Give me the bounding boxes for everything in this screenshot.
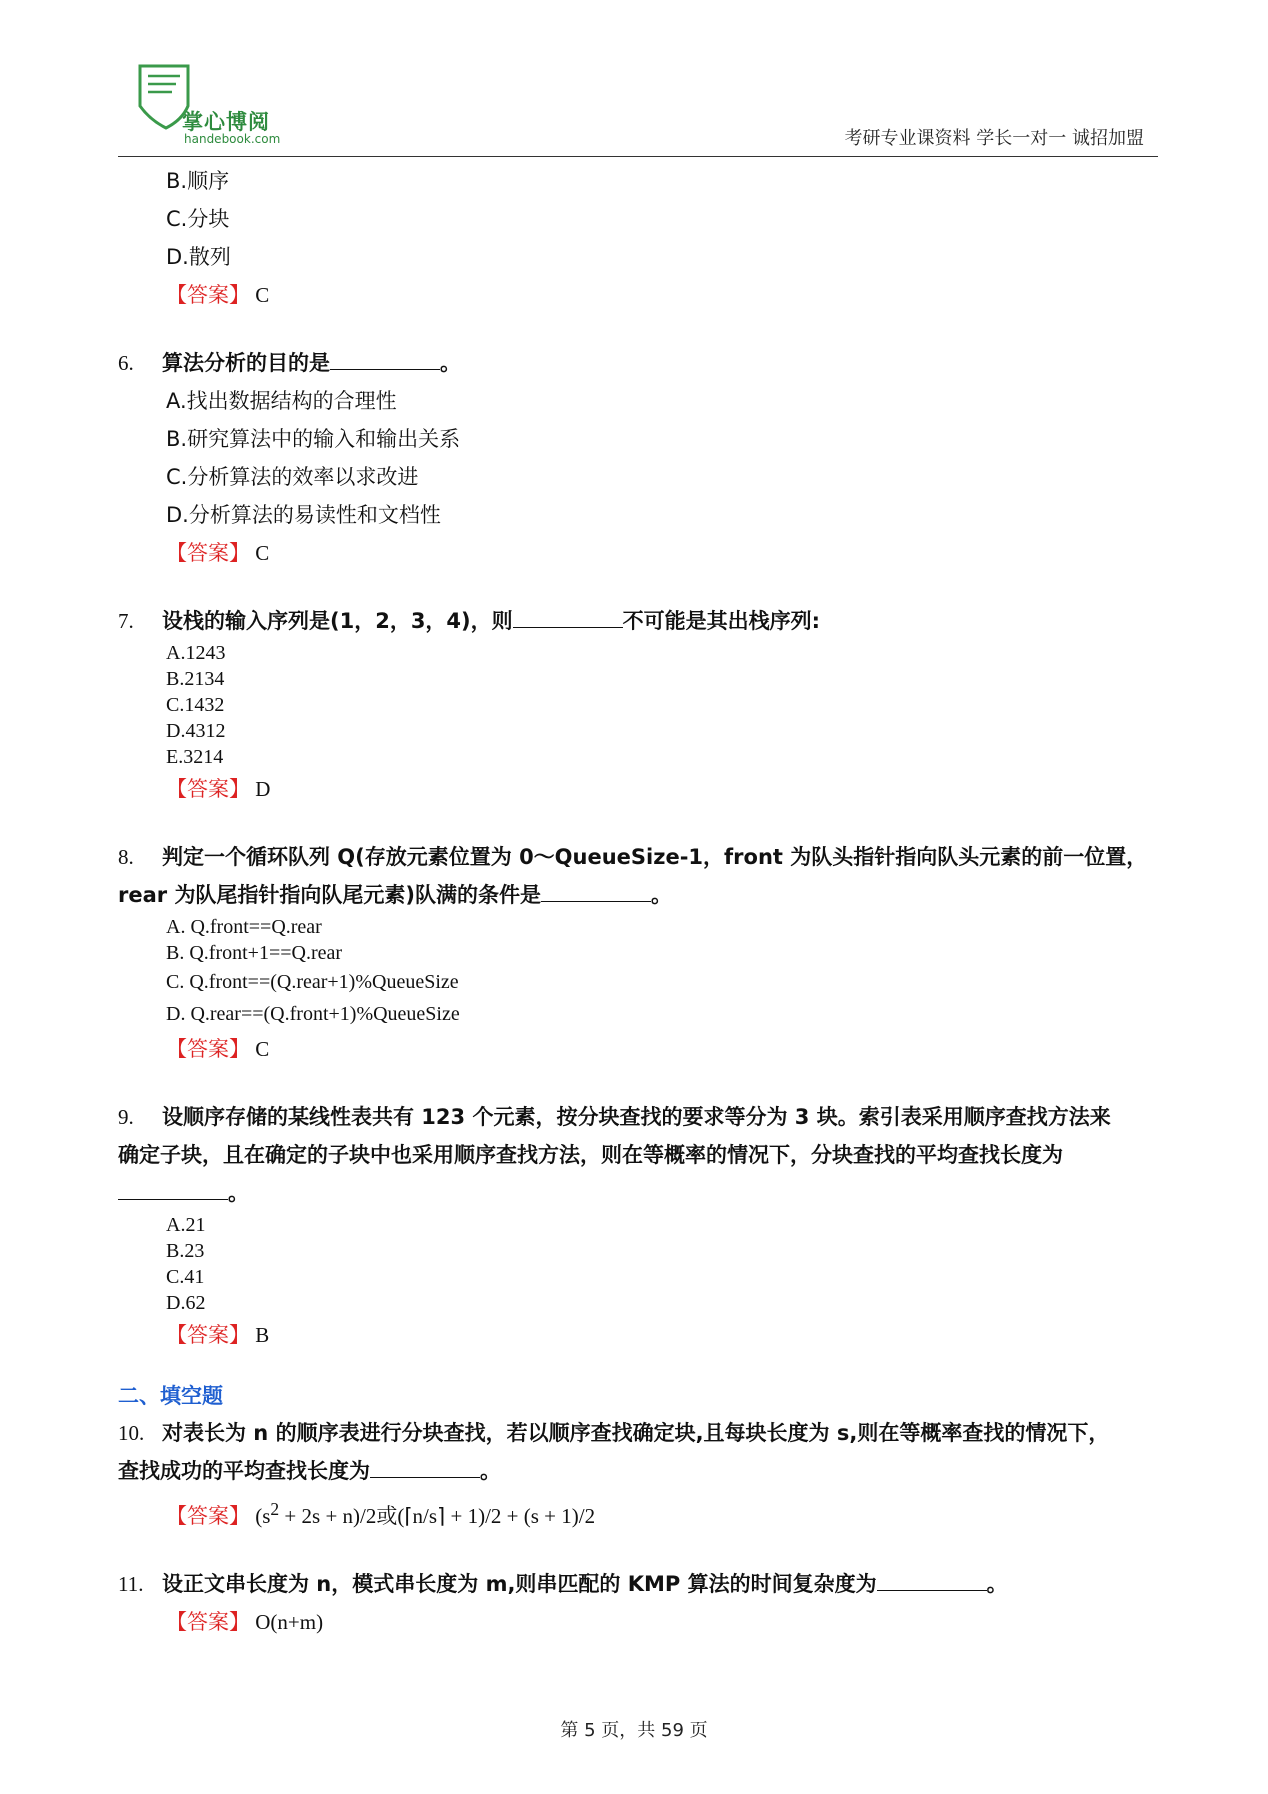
- question-stem: 查找成功的平均查找长度为: [118, 1459, 370, 1483]
- answer-blank: [541, 880, 651, 902]
- option: A.21: [166, 1214, 206, 1236]
- answer-line: [118, 770, 1158, 808]
- section-title: 二、填空题: [118, 1384, 223, 1408]
- question-stem-end: 。: [228, 1181, 249, 1205]
- question-number: 11.: [118, 1572, 144, 1596]
- logo-domain: handebook.com: [184, 132, 281, 146]
- question-stem: 设栈的输入序列是(1，2，3，4)，则: [162, 609, 513, 633]
- answer-value: C: [255, 541, 270, 565]
- logo: [136, 62, 296, 148]
- option: C.41: [166, 1266, 205, 1288]
- answer-blank: [877, 1569, 987, 1591]
- page-header: [118, 58, 1158, 157]
- answer-value: B: [255, 1323, 270, 1347]
- page-footer: 第 5 页，共 59 页: [560, 1720, 708, 1741]
- question-number: 7.: [118, 609, 134, 633]
- answer-line: [118, 1603, 1158, 1641]
- option: C.分块: [166, 207, 230, 231]
- question-stem-end: 。: [480, 1459, 501, 1483]
- header-tagline: 考研专业课资料 学长一对一 诚招加盟: [844, 128, 1144, 149]
- question-8: [118, 838, 1158, 1068]
- question-text-line2: [118, 1452, 1158, 1490]
- answer-tag: 【答案】: [166, 777, 250, 801]
- option: D.分析算法的易读性和文档性: [166, 503, 441, 527]
- question-text: [118, 838, 1158, 876]
- question-text: [118, 1565, 1158, 1603]
- question-stem: 判定一个循环队列 Q(存放元素位置为 0～QueueSize-1，front 为队头指针指向队头元素的前一位置，: [162, 845, 1148, 869]
- answer-value: C: [255, 283, 270, 307]
- answer-line: [118, 534, 1158, 572]
- question-5-tail: [118, 162, 1158, 314]
- question-stem-end: 。: [986, 1572, 1008, 1596]
- question-9: [118, 1098, 1158, 1354]
- question-text: [118, 1098, 1158, 1136]
- question-number: 6.: [118, 351, 134, 375]
- question-stem: 算法分析的目的是: [162, 351, 330, 375]
- question-text: [118, 1414, 1158, 1452]
- option: C.1432: [166, 694, 225, 716]
- option: D. Q.rear==(Q.front+1)%QueueSize: [166, 1003, 460, 1025]
- answer-tag: 【答案】: [166, 541, 250, 565]
- answer-line: [118, 1490, 1158, 1535]
- question-number: 10.: [118, 1421, 145, 1445]
- question-text: [118, 602, 1158, 640]
- question-stem: 对表长为 n 的顺序表进行分块查找，若以顺序查找确定块,且每块长度为 s,则在等概率查找的情况下，: [162, 1421, 1110, 1445]
- question-number: 8.: [118, 845, 134, 869]
- option: C. Q.front==(Q.rear+1)%QueueSize: [166, 971, 459, 993]
- option: A. Q.front==Q.rear: [166, 916, 322, 938]
- answer-blank: [370, 1456, 480, 1478]
- option: A.找出数据结构的合理性: [166, 389, 397, 413]
- page-content: [118, 162, 1158, 1671]
- option: C.分析算法的效率以求改进: [166, 465, 419, 489]
- logo-name: 掌心博阅: [182, 110, 270, 134]
- answer-tag: 【答案】: [166, 1037, 250, 1061]
- question-stem: rear 为队尾指针指向队尾元素)队满的条件是: [118, 883, 542, 907]
- answer-blank: [330, 348, 440, 370]
- answer-blank: [118, 1178, 228, 1200]
- answer-line: [118, 1030, 1158, 1068]
- question-text: [118, 344, 1158, 382]
- answer-tag: 【答案】: [166, 1610, 250, 1634]
- option: B.2134: [166, 668, 225, 690]
- answer-formula-part: + 2s + n)/2或(⌈n/s⌉ + 1)/2 + (s + 1)/2: [279, 1504, 596, 1528]
- question-text-line3: [118, 1174, 1158, 1212]
- question-number: 9.: [118, 1105, 134, 1129]
- answer-tag: 【答案】: [166, 1504, 250, 1528]
- answer-value: D: [255, 777, 271, 801]
- option: E.3214: [166, 746, 224, 768]
- question-6: [118, 344, 1158, 572]
- question-text-line2: 确定子块，且在确定的子块中也采用顺序查找方法，则在等概率的情况下，分块查找的平均查找长度为: [118, 1143, 1063, 1167]
- answer-blank: [513, 606, 623, 628]
- question-stem: 设顺序存储的某线性表共有 123 个元素，按分块查找的要求等分为 3 块。索引表采用顺序查找方法来: [162, 1105, 1111, 1129]
- answer-formula-exponent: 2: [270, 1499, 280, 1519]
- option: D.62: [166, 1292, 206, 1314]
- option: A.1243: [166, 642, 226, 664]
- answer-value: [255, 1499, 596, 1528]
- answer-line: [118, 1316, 1158, 1354]
- question-stem: 设正文串长度为 n，模式串长度为 m,则串匹配的 KMP 算法的时间复杂度为: [162, 1572, 877, 1596]
- option: B. Q.front+1==Q.rear: [166, 942, 343, 964]
- question-stem-end: 不可能是其出栈序列:: [622, 609, 821, 633]
- question-7: [118, 602, 1158, 808]
- option: D.4312: [166, 720, 226, 742]
- answer-value: O(n+m): [255, 1610, 324, 1634]
- answer-line: [118, 276, 1158, 314]
- answer-tag: 【答案】: [166, 283, 250, 307]
- question-10: [118, 1414, 1158, 1535]
- option: B.研究算法中的输入和输出关系: [166, 427, 461, 451]
- question-stem-end: 。: [440, 351, 461, 375]
- answer-tag: 【答案】: [166, 1323, 250, 1347]
- question-11: [118, 1565, 1158, 1641]
- answer-formula-part: (s: [255, 1504, 271, 1528]
- answer-value: C: [255, 1037, 270, 1061]
- option: B.顺序: [166, 169, 230, 193]
- question-text-line2: [118, 876, 1158, 914]
- question-stem-end: 。: [651, 883, 673, 907]
- option: B.23: [166, 1240, 205, 1262]
- option: D.散列: [166, 245, 231, 269]
